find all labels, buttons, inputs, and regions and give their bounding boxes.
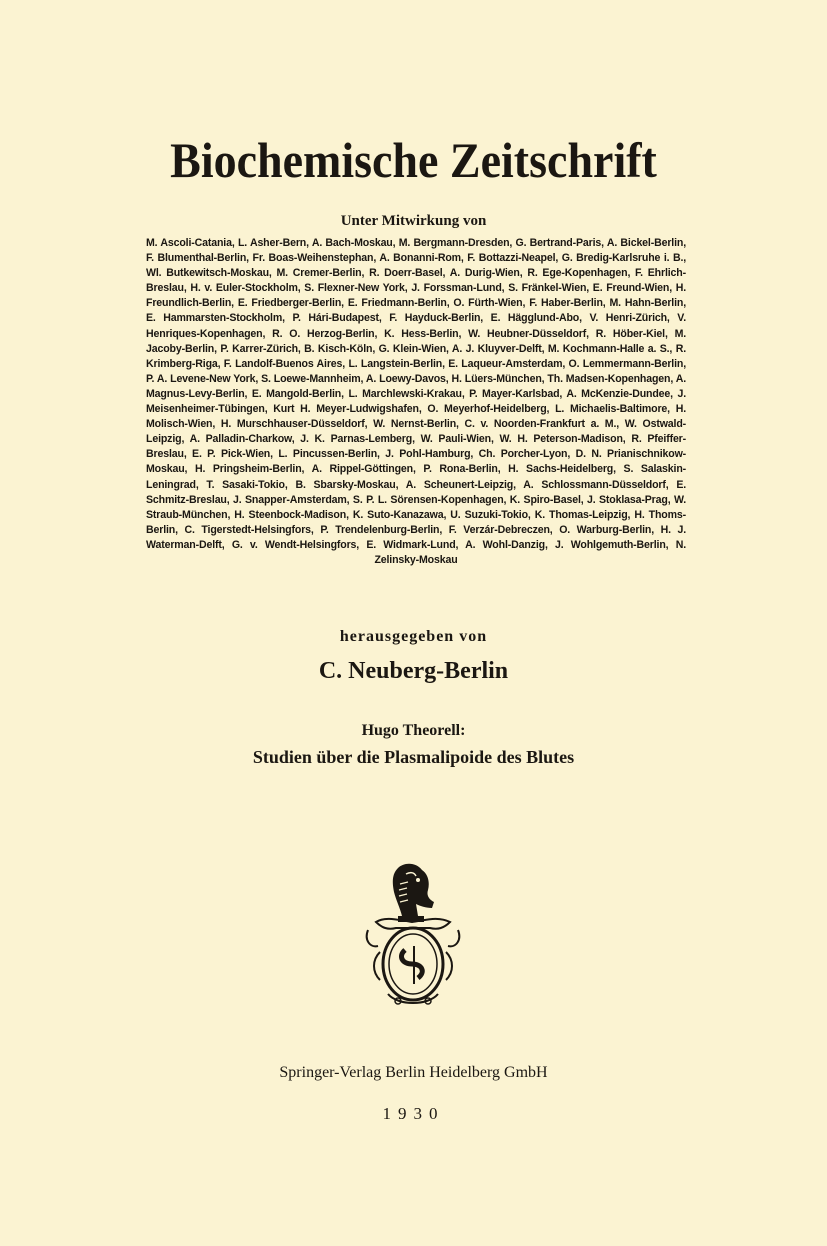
editor-name: C. Neuberg-Berlin: [318, 658, 509, 684]
contributor-name: H. Steenbock-Madison,: [234, 508, 349, 521]
contributor-name: W. Nernst-Berlin,: [373, 418, 459, 431]
contributor-name: F. Landolf-Buenos Aires,: [223, 357, 346, 370]
contributor-name: K. Spiro-Basel,: [509, 493, 584, 506]
contributor-name: S. Flexner-New York,: [304, 282, 408, 295]
contributor-name: J. Forssman-Lund,: [411, 282, 505, 295]
contributor-name: K. Hess-Berlin,: [384, 327, 462, 340]
contributor-name: T. Sasaki-Tokio,: [206, 478, 288, 491]
contributor-name: R. Doerr-Basel,: [369, 267, 446, 280]
contributor-name: R. Ege-Kopenhagen,: [527, 267, 631, 280]
contributor-name: J. Snapper-Amsterdam,: [233, 493, 350, 506]
contributor-name: A. J. Kluyver-Delft,: [451, 342, 545, 355]
contributor-name: L. Michaelis-Baltimore,: [555, 403, 670, 416]
contributor-name: F. Ehrlich-Breslau,: [146, 267, 686, 295]
work-title: Studien über die Plasmalipoide des Blutes: [252, 747, 575, 767]
contributor-name: D. N. Prianischnikow-Moskau,: [146, 448, 687, 476]
publication-year: 1930: [382, 1104, 445, 1123]
contributor-name: F. Hayduck-Berlin,: [389, 312, 484, 325]
contributor-name: A. Palladin-Charkow,: [189, 433, 295, 446]
contributor-name: P. Trendelenburg-Berlin,: [320, 523, 443, 536]
contributor-name: P. Rona-Berlin,: [423, 463, 501, 476]
contributor-name: A. McKenzie-Dundee,: [566, 387, 673, 400]
contributor-name: S. P. L. Sörensen-Kopenhagen,: [352, 493, 507, 506]
contributor-name: G. Bredig-Karlsruhe i. B.,: [561, 252, 687, 265]
contributor-name: V. Henri-Zürich,: [589, 312, 670, 325]
contributor-name: F. Bottazzi-Neapel,: [467, 252, 559, 265]
contributor-name: L. Pincussen-Berlin,: [278, 448, 380, 461]
contributor-name: A. Scheunert-Leipzig,: [405, 478, 516, 491]
contributor-name: F. Verzár-Debreczen,: [448, 523, 553, 536]
contributor-name: W. Heubner-Düsseldorf,: [468, 327, 589, 340]
contributor-name: O. Fürth-Wien,: [453, 297, 526, 310]
contributor-name: H. Sachs-Heidelberg,: [508, 463, 616, 476]
contributor-name: E. Freund-Wien,: [592, 282, 673, 295]
contributor-name: F. Blumenthal-Berlin,: [146, 252, 249, 265]
contributor-name: S. Fränkel-Wien,: [508, 282, 590, 295]
contributor-name: J. Meisenheimer-Tübingen,: [146, 387, 687, 416]
contributor-name: J. Wohlgemuth-Berlin,: [554, 538, 669, 551]
contributor-name: Ch. Porcher-Lyon,: [478, 448, 571, 461]
contributor-name: J. K. Parnas-Lemberg,: [300, 433, 415, 446]
contributor-name: E. Schmitz-Breslau,: [146, 478, 687, 506]
contributor-name: E. Hammarsten-Stockholm,: [146, 312, 285, 325]
contributor-name: Kurt H. Meyer-Ludwigshafen,: [273, 403, 422, 416]
contributor-name: E. Laqueur-Amsterdam,: [448, 357, 566, 370]
contributor-name: L. Marchlewski-Krakau,: [348, 387, 465, 400]
contributor-name: P. Karrer-Zürich,: [220, 342, 301, 355]
contributor-name: N. Zelinsky-Moskau: [374, 538, 686, 566]
contributor-name: A. Bickel-Berlin,: [606, 237, 687, 249]
edited-by-label: herausgegeben von: [339, 628, 488, 645]
contributor-name: M. Kochmann-Halle a. S.,: [547, 342, 673, 355]
author-name: Hugo Theorell:: [361, 722, 466, 739]
contributor-name: A. Durig-Wien,: [449, 267, 523, 280]
contributor-name: O. Lemmermann-Berlin,: [568, 357, 687, 370]
contributor-name: C. Tigerstedt-Helsingfors,: [184, 523, 314, 536]
contributor-name: H. Freundlich-Berlin,: [146, 282, 687, 310]
contributor-name: H. J. Waterman-Delft,: [146, 523, 687, 551]
contributor-name: Th. Madsen-Kopenhagen,: [547, 372, 674, 385]
contributor-name: H. v. Euler-Stockholm,: [190, 282, 301, 295]
contributor-name: A. Bonanni-Rom,: [379, 252, 464, 265]
contributor-name: G. Klein-Wien,: [378, 342, 449, 355]
contributor-name: A. Loewy-Davos,: [365, 372, 449, 385]
contributor-name: C. v. Noorden-Frankfurt a. M.,: [464, 418, 620, 431]
cooperation-label: Unter Mitwirkung von: [340, 213, 487, 229]
contributor-name: O. Meyerhof-Heidelberg,: [427, 403, 550, 416]
contributor-name: H. Murschhauser-Düsseldorf,: [220, 418, 368, 431]
contributor-name: Fr. Boas-Weihenstephan,: [252, 252, 377, 265]
contributor-name: W. Straub-München,: [146, 493, 686, 521]
contributor-name: H. Pringsheim-Berlin,: [194, 463, 305, 476]
contributor-name: P. Mayer-Karlsbad,: [469, 387, 563, 400]
contributor-name: G. Bertrand-Paris,: [515, 237, 604, 249]
contributor-name: R. Krimberg-Riga,: [146, 342, 686, 370]
contributor-name: E. Mangold-Berlin,: [251, 387, 344, 400]
contributor-name: M. Ascoli-Catania,: [146, 237, 235, 249]
contributor-name: A. Bach-Moskau,: [311, 237, 396, 249]
contributor-name: F. Haber-Berlin,: [529, 297, 606, 310]
contributor-name: M. Cremer-Berlin,: [276, 267, 365, 280]
contributor-name: A. Wohl-Danzig,: [465, 538, 548, 551]
contributor-name: M. Bergmann-Dresden,: [398, 237, 513, 249]
contributor-list: [146, 236, 686, 568]
contributor-name: B. Sbarsky-Moskau,: [295, 478, 399, 491]
contributor-name: E. Friedmann-Berlin,: [347, 297, 450, 310]
contributor-name: B. Kisch-Köln,: [304, 342, 376, 355]
contributor-name: A. Schlossmann-Düsseldorf,: [523, 478, 669, 491]
contributor-name: L. Asher-Bern,: [237, 237, 309, 249]
contributor-name: S. Loewe-Mannheim,: [261, 372, 364, 385]
contributor-name: E. Widmark-Lund,: [366, 538, 459, 551]
contributor-name: Wl. Butkewitsch-Moskau,: [146, 267, 272, 280]
contributor-name: L. Langstein-Berlin,: [348, 357, 445, 370]
springer-knight-logo-icon: [358, 860, 468, 1010]
contributor-name: R. Pfeiffer-Breslau,: [146, 433, 687, 461]
contributor-name: H. Thoms-Berlin,: [146, 508, 686, 536]
contributor-name: J. Stoklasa-Prag,: [587, 493, 671, 506]
contributor-name: A. Rippel-Göttingen,: [311, 463, 416, 476]
journal-title: Biochemische Zeitschrift: [170, 132, 657, 188]
contributor-name: S. Salaskin-Leningrad,: [146, 463, 687, 491]
contributor-name: O. Warburg-Berlin,: [559, 523, 655, 536]
contributor-name: P. Hári-Budapest,: [292, 312, 382, 325]
contributor-name: H. Molisch-Wien,: [146, 403, 687, 431]
contributor-name: J. Pohl-Hamburg,: [385, 448, 474, 461]
contributor-name: K. Suto-Kanazawa,: [352, 508, 447, 521]
contributor-name: G. v. Wendt-Helsingfors,: [231, 538, 360, 551]
contributor-name: A. Magnus-Levy-Berlin,: [146, 372, 687, 400]
contributor-name: M. Hahn-Berlin,: [609, 297, 687, 310]
contributor-name: V. Henriques-Kopenhagen,: [146, 312, 687, 340]
contributor-name: M. Jacoby-Berlin,: [146, 327, 687, 355]
publisher-line: Springer-Verlag Berlin Heidelberg GmbH: [279, 1064, 548, 1081]
contributor-name: W. H. Peterson-Madison,: [499, 433, 626, 446]
contributor-name: E. P. Pick-Wien,: [192, 448, 273, 461]
contributor-name: U. Suzuki-Tokio,: [450, 508, 531, 521]
contributor-name: K. Thomas-Leipzig,: [534, 508, 631, 521]
contributor-name: P. A. Levene-New York,: [146, 372, 259, 385]
contributor-name: W. Ostwald-Leipzig,: [146, 418, 687, 446]
contributor-name: R. Höber-Kiel,: [595, 327, 668, 340]
contributor-name: E. Hägglund-Abo,: [490, 312, 582, 325]
contributor-name: R. O. Herzog-Berlin,: [272, 327, 378, 340]
contributor-name: W. Pauli-Wien,: [420, 433, 494, 446]
contributor-name: H. Lüers-München,: [451, 372, 545, 385]
contributor-name: E. Friedberger-Berlin,: [237, 297, 344, 310]
